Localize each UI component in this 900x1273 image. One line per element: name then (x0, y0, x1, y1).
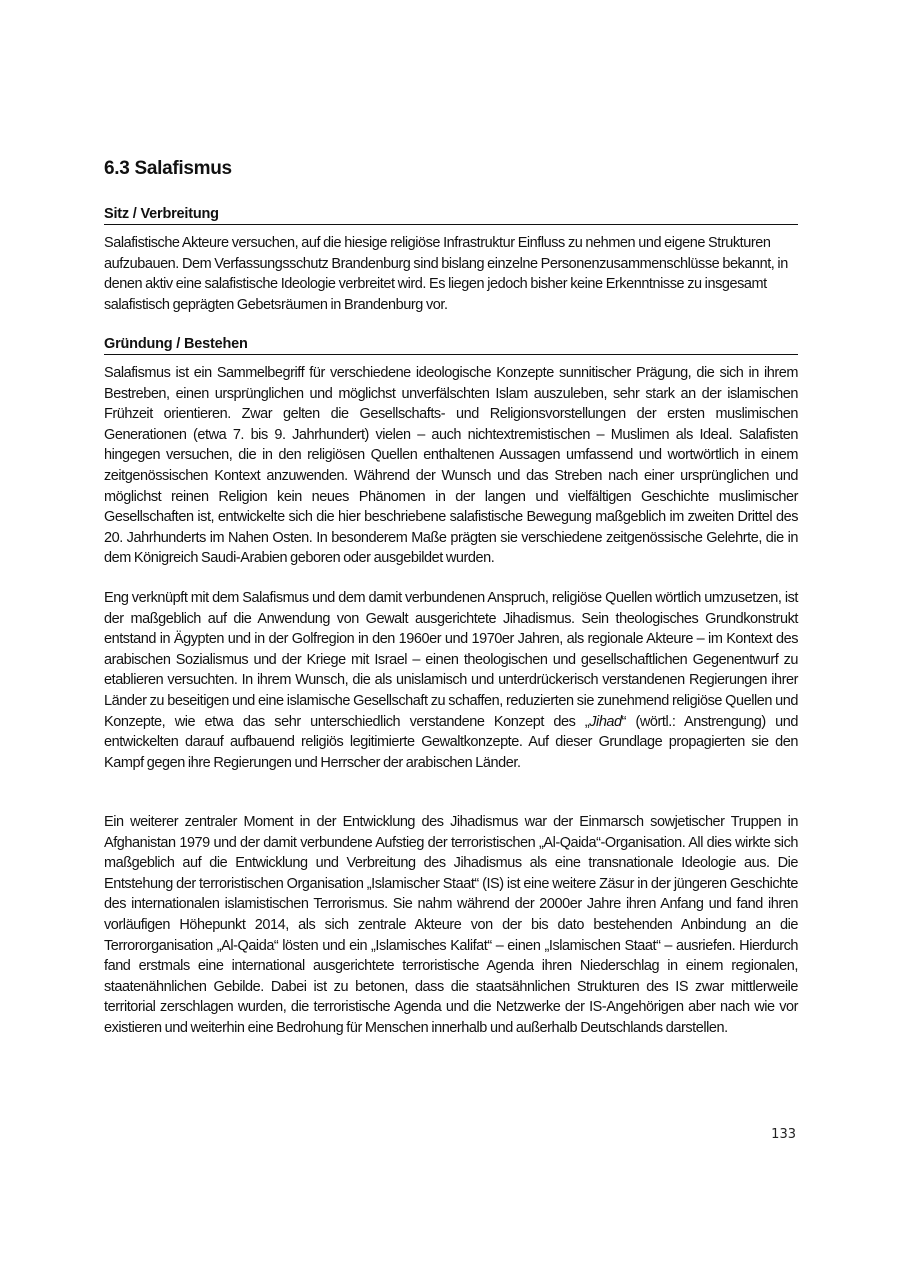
subheading-gruendung-bestehen: Gründung / Bestehen (104, 335, 798, 355)
page-number: 133 (771, 1127, 796, 1142)
emphasis-jihad: Jihad (589, 713, 622, 730)
paragraph-jihadismus-ursprung (104, 588, 798, 773)
subheading-sitz-verbreitung: Sitz / Verbreitung (104, 205, 798, 225)
paragraph-jihadismus-entwicklung: Ein weiterer zentraler Moment in der Entwicklung des Jihadismus war der Einmarsch sowjetischer Truppen in Afghanistan 1979 und der damit verbundene Aufstieg der terroristischen „Al-Qaida“-Organisation. All dies wirkte sich maßgeblich auf die Entwicklung und Verbreitung des Jihadismus als eine transnationale Ideologie aus. Die Entstehung der terroristischen Organisation „Islamischer Staat“ (IS) ist eine weitere Zäsur in der jüngeren Geschichte des internationalen islamistischen Terrorismus. Sie nahm während der 2000er Jahre ihren Anfang und fand ihren vorläufigen Höhepunkt 2014, als sich zentrale Akteure von der bis dato bestehenden Anbindung an die Terrororganisation „Al-Qaida“ lösten und ein „Islamisches Kalifat“ – einen „Islamischen Staat“ – ausriefen. Hierdurch fand erstmals eine international ausgerichtete terroristische Agenda ihren Niederschlag in einem regionalen, staatenähnlichen Gebilde. Dabei ist zu betonen, dass die staatsähnlichen Strukturen des IS zwar mittlerweile territorial zerschlagen wurden, die terroristische Agenda und die Netzwerke der IS-Angehörigen aber nach wie vor existieren und weiterhin eine Bedrohung für Menschen innerhalb und außerhalb Deutschlands darstellen. (104, 814, 798, 1036)
paragraph-sitz-verbreitung: Salafistische Akteure versuchen, auf die hiesige religiöse Infrastruktur Einfluss zu nehmen und eigene Strukturen aufzubauen. Dem Verfassungsschutz Brandenburg sind bislang einzelne Personenzusammenschlüsse bekannt, in denen aktiv eine salafistische Ideologie verbreitet wird. Es liegen jedoch bisher keine Erkenntnisse zu insgesamt salafistisch geprägten Gebetsräumen in Brandenburg vor. (104, 235, 788, 313)
paragraph-text-part: “ (wörtl.: Anstrengung) und entwickelten darauf aufbauend religiös legitimierte Gewaltkonzepte. Auf dieser Grundlage propagierten sie den Kampf gegen ihre Regierungen und Herrscher der arabischen Länder. (104, 713, 798, 771)
section-title: 6.3 Salafismus (104, 158, 232, 179)
paragraph-text-part: Eng verknüpft mit dem Salafismus und dem damit verbundenen Anspruch, religiöse Quellen wörtlich umzusetzen, ist der maßgeblich auf die Anwendung von Gewalt ausgerichtete Jihadismus. Sein theologisches Grundkonstrukt entstand in Ägypten und in der Golfregion in den 1960er und 1970er Jahren, als regionale Akteure – im Kontext des arabischen Sozialismus und der Kriege mit Israel – einen theologischen und gesellschaftlichen Gegenentwurf zu etablieren versuchten. In ihrem Wunsch, die als unislamisch und unterdrückerisch verstandenen Regierungen ihrer Länder zu beseitigen und eine islamische Gesellschaft zu schaffen, reduzierten sie zunehmend religiöse Quellen und Konzepte, wie etwa das sehr unterschiedlich verstandene Konzept des „ (104, 590, 798, 730)
paragraph-salafismus-definition: Salafismus ist ein Sammelbegriff für verschiedene ideologische Konzepte sunnitischer Prägung, die sich in ihrem Bestreben, einen ursprünglichen und möglichst unverfälschten Islam auszuleben, sehr stark an der islamischen Frühzeit orientieren. Zwar gelten die Gesellschafts- und Religionsvorstellungen der ersten muslimischen Generationen (etwa 7. bis 9. Jahrhundert) vielen – auch nichtextremistischen – Muslimen als Ideal. Salafisten hingegen versuchen, die in den religiösen Quellen enthaltenen Aussagen umfassend und wortwörtlich in einem zeitgenössischen Kontext anzuwenden. Während der Wunsch und das Streben nach einer ursprünglichen und möglichst reinen Religion kein neues Phänomen in der langen und vielfältigen Geschichte muslimischer Gesellschaften ist, entwickelte sich die hier beschriebene salafistische Bewegung maßgeblich im zweiten Drittel des 20. Jahrhunderts im Nahen Osten. In besonderem Maße prägten sie verschiedene zeitgenössische Gelehrte, die in dem Königreich Saudi-Arabien geboren oder ausgebildet wurden. (104, 365, 798, 567)
